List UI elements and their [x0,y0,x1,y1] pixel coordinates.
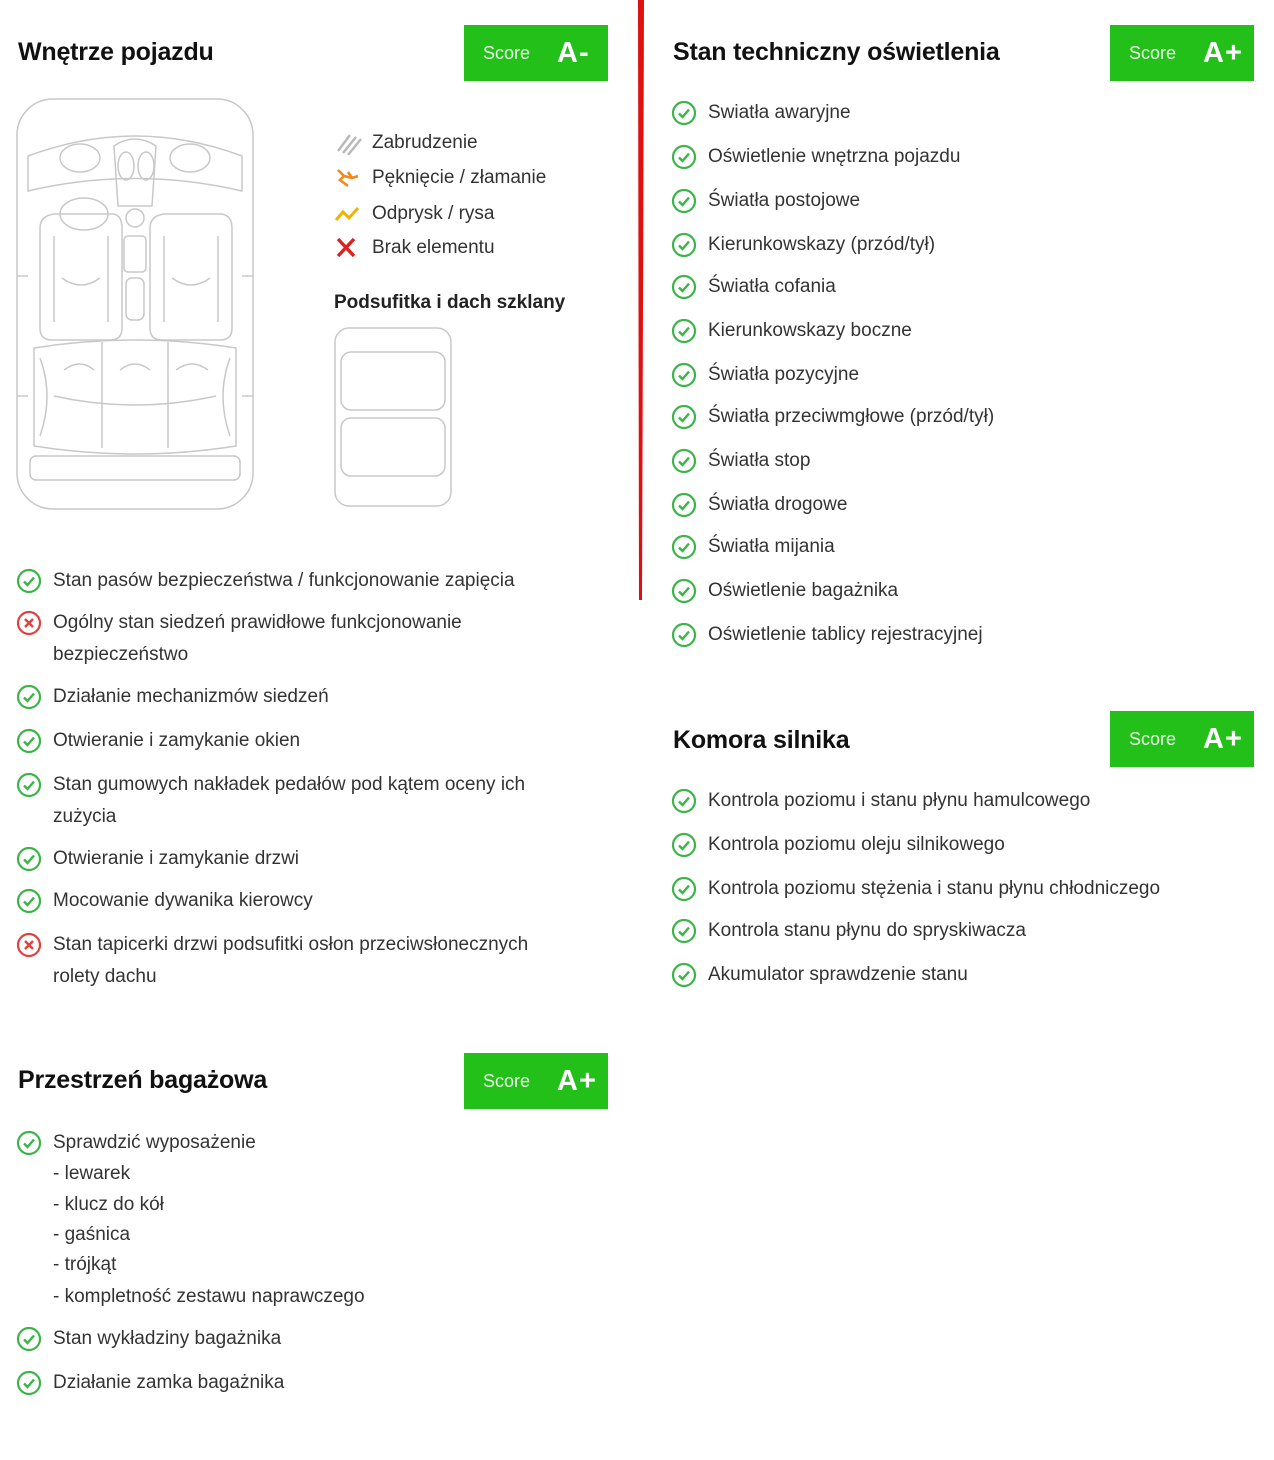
legend-item-crack [334,166,546,190]
check-ok-icon [671,832,697,858]
checklist-item: Kontrola poziomu stężenia i stanu płynu chłodniczego [671,873,1261,905]
engine-title: Komora silnika [673,726,850,754]
checklist-item: Kontrola poziomu i stanu płynu hamulcowego [671,785,1261,817]
score-label: Score [483,1070,531,1091]
missing-icon [334,236,362,260]
equipment-item: - gaśnica [53,1224,131,1245]
check-ok-icon [671,232,697,258]
checklist-item: Oświetlenie tablicy rejestracyjnej [671,619,1251,651]
legend-item-dirt [334,131,478,155]
checklist-item: Ogólny stan siedzeń prawidłowe funkcjonowanie bezpieczeństwo [16,607,516,671]
check-ok-icon [16,1370,42,1396]
checklist-item: Swiatła awaryjne [671,97,1251,129]
interior-score-badge [464,25,608,81]
engine-score-badge [1110,711,1254,767]
lighting-title: Stan techniczny oświetlenia [673,38,1000,66]
checklist-item: Oświetlenie bagażnika [671,575,1251,607]
trunk-title: Przestrzeń bagażowa [18,1066,268,1094]
interior-title: Wnętrze pojazdu [18,38,214,66]
checklist-item: Kierunkowskazy boczne [671,315,1251,347]
check-ok-icon [671,144,697,170]
score-label: Score [1129,42,1177,63]
checklist-item: Światła pozycyjne [671,359,1251,391]
fail-icon [16,610,42,636]
check-ok-icon [671,492,697,518]
check-ok-icon [16,1326,42,1352]
chip-icon [334,202,362,226]
check-ok-icon [671,876,697,902]
check-ok-icon [16,772,42,798]
check-ok-icon [671,534,697,560]
score-label: Score [1129,728,1177,749]
check-ok-icon [671,404,697,430]
trunk-score-badge [464,1053,608,1109]
score-grade: A+ [557,1064,597,1097]
equipment-item: - kompletność zestawu naprawczego [53,1286,365,1307]
legend-label: Pęknięcie / złamanie [372,167,547,188]
checklist-item: Światła cofania [671,271,1251,303]
score-label: Score [483,42,531,63]
check-ok-icon [671,918,697,944]
check-ok-icon [671,962,697,988]
dirt-icon [334,131,362,155]
score-grade: A+ [1203,722,1243,755]
checklist-item: Kierunkowskazy (przód/tył) [671,229,1251,261]
lighting-score-badge [1110,25,1254,81]
equipment-item: - lewarek [53,1163,131,1184]
checklist-item: Mocowanie dywanika kierowcy [16,885,576,917]
check-ok-icon [16,684,42,710]
section-divider [636,0,646,600]
crack-icon [334,166,362,190]
fail-icon [16,932,42,958]
equipment-item: - trójkąt [53,1254,117,1275]
car-interior-diagram [14,96,256,512]
checklist-item: Akumulator sprawdzenie stanu [671,959,1261,991]
check-ok-icon [16,568,42,594]
checklist-item: Działanie mechanizmów siedzeń [16,681,576,713]
checklist-item: Stan tapicerki drzwi podsufitki osłon przeciwsłonecznych rolety dachu [16,929,576,993]
legend-item-chip [334,202,494,226]
checklist-item: Światła stop [671,445,1251,477]
checklist-item: Światła mijania [671,531,1251,563]
checklist-item: Otwieranie i zamykanie drzwi [16,843,576,875]
roof-diagram [333,326,455,510]
check-ok-icon [671,448,697,474]
legend-item-missing [334,236,495,260]
check-ok-icon [671,100,697,126]
score-grade: A- [557,36,590,69]
check-ok-icon [671,622,697,648]
checklist-item: Oświetlenie wnętrzna pojazdu [671,141,1251,173]
legend-label: Zabrudzenie [372,132,478,153]
checklist-item: Stan gumowych nakładek pedałów pod kątem oceny ich zużycia [16,769,576,833]
check-ok-icon [671,318,697,344]
roof-title: Podsufitka i dach szklany [334,292,566,313]
checklist-item: Światła drogowe [671,489,1251,521]
checklist-item: Stan pasów bezpieczeństwa / funkcjonowanie zapięcia [16,565,576,597]
checklist-item: Stan wykładziny bagażnika [16,1323,576,1355]
equipment-item: - klucz do kół [53,1194,164,1215]
legend-label: Brak elementu [372,237,495,258]
check-ok-icon [16,888,42,914]
check-ok-icon [16,1130,42,1156]
check-ok-icon [671,362,697,388]
checklist-item: Sprawdzić wyposażenie [16,1127,576,1159]
checklist-item: Kontrola poziomu oleju silnikowego [671,829,1261,861]
checklist-item: Światła postojowe [671,185,1251,217]
check-ok-icon [671,578,697,604]
check-ok-icon [671,188,697,214]
check-ok-icon [671,788,697,814]
check-ok-icon [16,728,42,754]
checklist-item: Kontrola stanu płynu do spryskiwacza [671,915,1261,947]
check-ok-icon [16,846,42,872]
checklist-item: Otwieranie i zamykanie okien [16,725,576,757]
score-grade: A+ [1203,36,1243,69]
checklist-item: Działanie zamka bagażnika [16,1367,576,1399]
checklist-item: Światła przeciwmgłowe (przód/tył) [671,401,1251,433]
legend-label: Odprysk / rysa [372,203,495,224]
check-ok-icon [671,274,697,300]
